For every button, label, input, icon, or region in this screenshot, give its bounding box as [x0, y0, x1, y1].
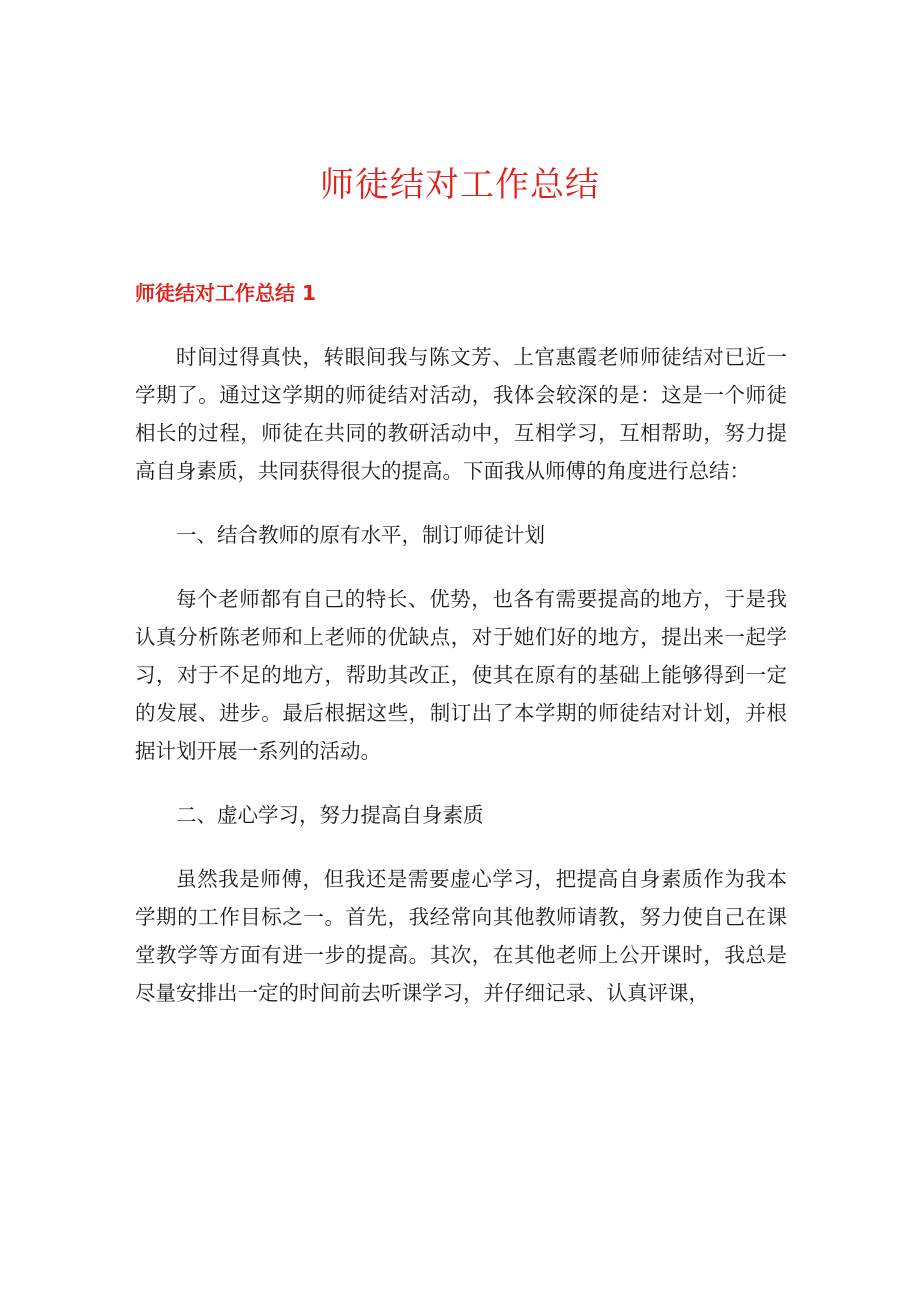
document-body [135, 338, 787, 1038]
section-heading: 师徒结对工作总结 1 [135, 281, 316, 305]
paragraph-plan: 每个老师都有自己的特长、优势，也各有需要提高的地方，于是我认真分析陈老师和上老师的优缺点，对于她们好的地方，提出来一起学习，对于不足的地方，帮助其改正，使其在原有的基础上能够得到一定的发展、进步。最后根据这些，制订出了本学期的师徒结对计划，并根据计划开展一系列的活动。 [135, 587, 787, 763]
subheading-one: 一、结合教师的原有水平，制订师徒计划 [176, 523, 545, 547]
paragraph-study: 虽然我是师傅，但我还是需要虚心学习，把提高自身素质作为我本学期的工作目标之一。首先，我经常向其他教师请教，努力使自己在课堂教学等方面有进一步的提高。其次，在其他老师上公开课时，我总是尽量安排出一定的时间前去听课学习，并仔细记录、认真评课， [135, 867, 787, 1005]
paragraph-intro: 时间过得真快，转眼间我与陈文芳、上官惠霞老师师徒结对已近一学期了。通过这学期的师徒结对活动，我体会较深的是：这是一个师徒相长的过程，师徒在共同的教研活动中，互相学习，互相帮助，努力提高自身素质，共同获得很大的提高。下面我从师傅的角度进行总结： [135, 345, 787, 483]
subheading-two: 二、虚心学习，努力提高自身素质 [176, 803, 484, 827]
document-title: 师徒结对工作总结 [320, 165, 600, 205]
